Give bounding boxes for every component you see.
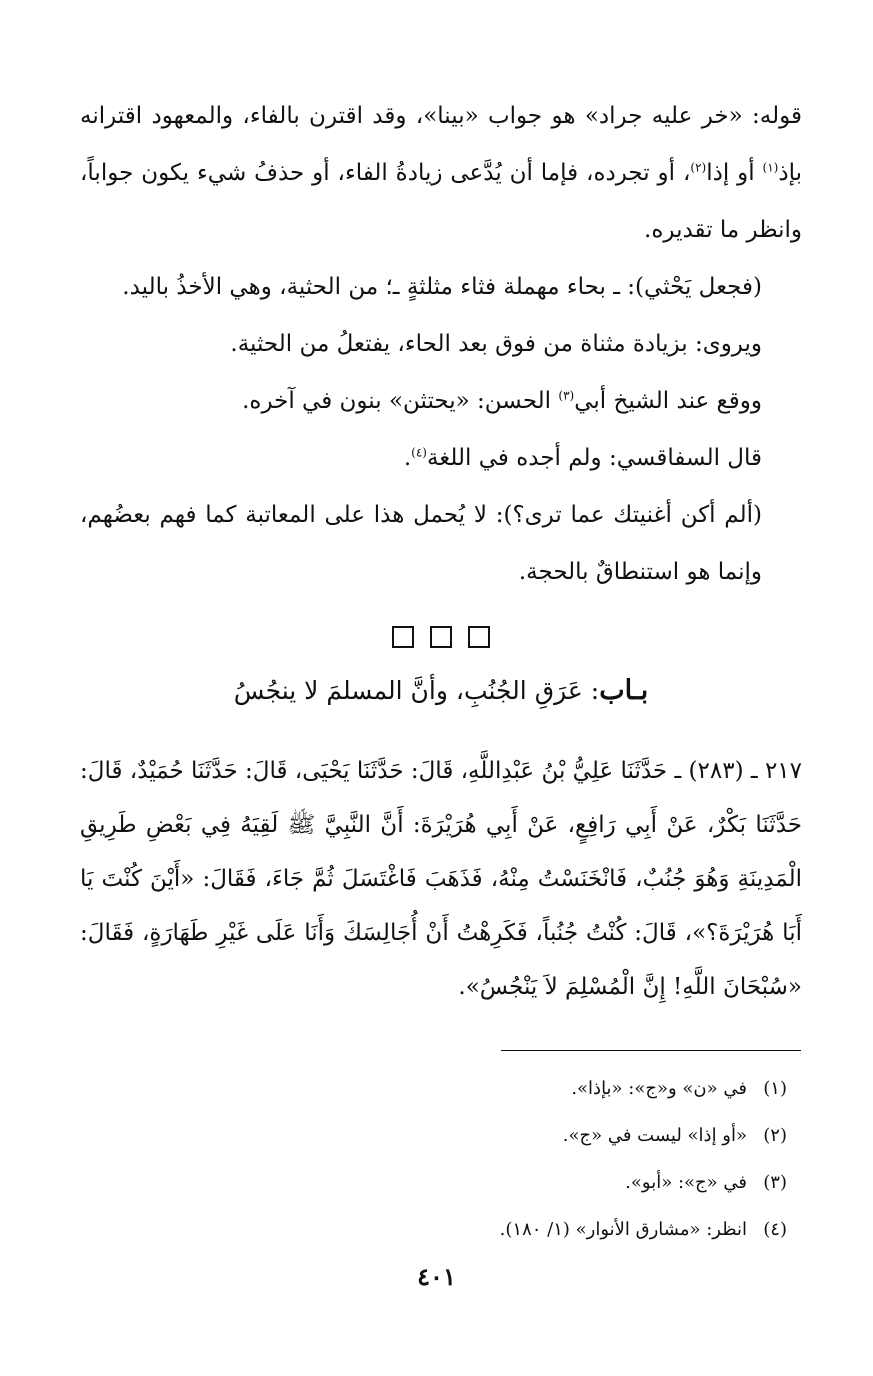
footnote-text: انظر: «مشارق الأنوار» (١/ ١٨٠). — [499, 1219, 747, 1240]
footnote-ref-1[interactable]: (١) — [762, 160, 779, 175]
footnote-ref-3[interactable]: (٣) — [558, 388, 575, 403]
paragraph-1-mid: أو إذا — [706, 160, 763, 186]
paragraph-4 — [80, 373, 802, 430]
chapter-heading — [80, 661, 802, 721]
paragraph-4-end: الحسن: «يحتثن» بنون في آخره. — [242, 388, 559, 414]
chapter-label: بـاب — [599, 675, 649, 706]
footnote-3 — [71, 1159, 793, 1206]
paragraph-3: ويروى: بزيادة مثناة من فوق بعد الحاء، يفتعلُ من الحثية. — [230, 331, 762, 357]
paragraph-5 — [80, 430, 802, 487]
footnote-text: «أو إذا» ليست في «ج». — [562, 1125, 747, 1146]
footnote-2 — [71, 1112, 793, 1159]
paragraph-5-end: . — [403, 445, 412, 471]
hadith-body: ـ حَدَّثَنَا عَلِيُّ بْنُ عَبْدِاللَّهِ، قَالَ: حَدَّثَنَا يَحْيَى، قَالَ: حَدَّثَنَا حُمَيْدٌ، قَالَ: حَدَّثَنَا بَكْرٌ، عَنْ أَبِي رَافِعٍ، عَنْ أَبِي هُرَيْرَةَ: أَنَّ النَّبِيَّ ﷺ لَقِيَهُ فِي بَعْضِ طَرِيقِ الْمَدِينَةِ وَهُوَ جُنُبٌ، فَانْخَنَسْتُ مِنْهُ، فَذَهَبَ فَاغْتَسَلَ ثُمَّ جَاءَ، فَقَالَ: «أَيْنَ كُنْتَ يَا أَبَا هُرَيْرَةَ؟»، قَالَ: كُنْتُ جُنُباً، فَكَرِهْتُ أَنْ أُجَالِسَكَ وَأَنَا عَلَى غَيْرِ طَهَارَةٍ، فَقَالَ: «سُبْحَانَ اللَّهِ! إِنَّ الْمُسْلِمَ لاَ يَنْجُسُ». — [80, 758, 802, 1000]
footnote-text: في «ن» و«ج»: «بإذا». — [571, 1078, 747, 1099]
chapter-title: : عَرَقِ الجُنُبِ، وأنَّ المسلمَ لا ينجُسُ — [233, 676, 600, 705]
hadith-text — [80, 744, 802, 1014]
footnote-ref-2[interactable]: (٢) — [690, 160, 707, 175]
page-body — [80, 88, 802, 1037]
footnote-number: (٣) — [763, 1172, 787, 1193]
separator-square-icon — [430, 626, 452, 648]
footnote-divider — [501, 1050, 801, 1051]
footnote-1 — [71, 1065, 793, 1112]
footnote-4 — [71, 1206, 793, 1253]
paragraph-1-text: قوله: «خر عليه جراد» هو جواب «بينا»، وقد اقترن بالفاء، والمعهود اقترانه بإذ — [80, 103, 802, 186]
separator-square-icon — [468, 626, 490, 648]
paragraph-1-end: ، أو تجرده، فإما أن يُدَّعى زيادةُ الفاء، أو حذفُ شيء يكون جواباً، وانظر ما تقديره. — [80, 160, 802, 243]
footnote-text: في «ج»: «أبو». — [625, 1172, 747, 1193]
footnote-ref-4[interactable]: (٤) — [411, 445, 427, 460]
paragraph-6: (ألم أكن أغنيتك عما ترى؟): لا يُحمل هذا على المعاتبة كما فهم بعضُهم، وإنما هو استنطاقٌ بالحجة. — [80, 502, 762, 585]
paragraph-5-text: قال السفاقسي: ولم أجده في اللغة — [426, 445, 762, 471]
footnote-number: (٢) — [763, 1125, 787, 1146]
page-number: ٤٠١ — [417, 1262, 456, 1291]
footnote-number: (١) — [763, 1078, 787, 1099]
footnotes — [71, 1065, 793, 1253]
hadith-number: ٢١٧ ـ (٢٨٣) — [688, 758, 802, 784]
paragraph-4-text: ووقع عند الشيخ أبي — [574, 388, 762, 414]
paragraph-1 — [80, 88, 802, 259]
separator-square-icon — [392, 626, 414, 648]
footnote-number: (٤) — [763, 1219, 787, 1240]
paragraph-2: (فجعل يَحْثي): ـ بحاء مهملة فثاء مثلثةٍ ـ؛ من الحثية، وهي الأخذُ باليد. — [122, 274, 762, 300]
section-separator — [80, 617, 802, 657]
